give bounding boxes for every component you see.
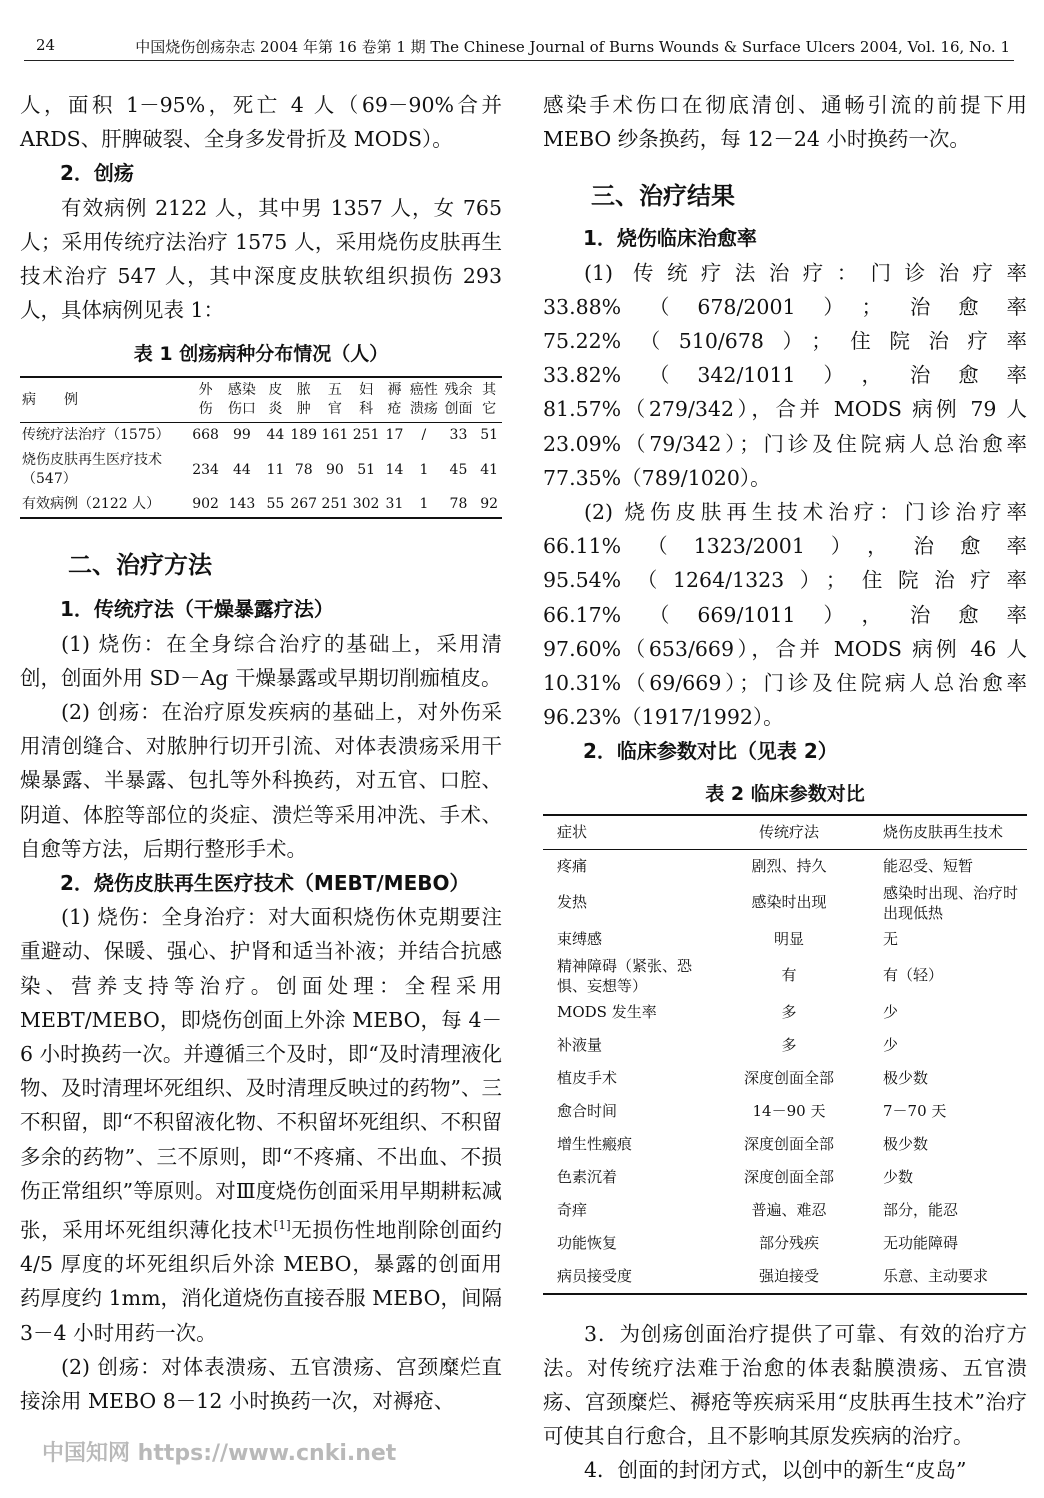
table1-cell: 668 — [192, 427, 219, 444]
table2-cell: 极少数 — [883, 1068, 929, 1087]
table2-cell: 精神障碍（紧张、恐惧、妄想等） — [557, 956, 693, 995]
heading-compare: 2．临床参数对比（见表 2） — [583, 739, 838, 764]
table2-head: 传统疗法 — [758, 822, 819, 841]
table2-cell: 感染时出现、治疗时出现低热 — [883, 883, 1019, 922]
table1-cell: 189 — [290, 427, 318, 444]
page-number: 24 — [36, 36, 56, 54]
paragraph-trad-burn: (1) 烧伤：在全身综合治疗的基础上，采用清创，创面外用 SD－Ag 干燥暴露或早期切削痂植皮。 — [20, 631, 502, 690]
table2-row — [543, 1227, 1027, 1260]
paragraph-trad-results: (1) 传统疗法治疗：门诊治疗率 33.88%（678/2001）；治愈率 75.22%（510/678）；住院治疗率 33.82%（342/1011），治愈率 81.57%（279/342），合并 MODS 病例 79 人 23.09%（79/342）；门诊及住院病人总治愈率 77.35%（789/1020）。 — [543, 260, 1027, 490]
table2-cell: 无功能障碍 — [883, 1233, 959, 1252]
table1-col-head: 其它 — [482, 382, 497, 418]
table1-col-head: 褥疮 — [387, 382, 402, 418]
paragraph-trad-wound: (2) 创疡：在治疗原发疾病的基础上，对外伤采用清创缝合、对脓肿行切开引流、对体表溃疡采用干燥暴露、半暴露、包扎等外科换药，对五官、口腔、阴道、体腔等部位的炎症、溃烂等采用冲洗、手术、自愈等方法，后期行整形手术。 — [20, 700, 502, 861]
table1-col-head: 妇科 — [359, 382, 374, 418]
table1-cell: 33 — [449, 427, 468, 444]
table2-cell: 愈合时间 — [557, 1101, 618, 1120]
table2-cell: 剧烈、持久 — [751, 856, 827, 875]
table1-col-head: 脓肿 — [296, 382, 311, 418]
table2-cell: 奇痒 — [557, 1200, 588, 1219]
paragraph-closure: 4．创面的封闭方式，以创中的新生“皮岛” — [584, 1458, 967, 1483]
table2-cell: 色素沉着 — [557, 1167, 618, 1186]
table2-cell: 多 — [781, 1035, 797, 1054]
paragraph-mortality: 人，面积 1－95%，死亡 4 人（69－90%合并ARDS、肝脾破裂、全身多发骨折及 MODS）。 — [20, 93, 502, 152]
table1-col-head: 五官 — [327, 382, 342, 418]
table2-cell: 乐意、主动要求 — [883, 1266, 989, 1285]
table1-cell: 41 — [480, 461, 499, 478]
table1-head-case: 病 例 — [22, 391, 78, 408]
table2-header-row — [543, 815, 1027, 850]
table1-col-head: 皮炎 — [268, 382, 283, 418]
heading-wound: 2．创疡 — [60, 161, 134, 186]
table1-col-head: 癌性溃疡 — [409, 382, 438, 418]
table2-cell: 无 — [883, 929, 899, 948]
table2-row — [543, 1029, 1027, 1062]
table1-row — [20, 492, 502, 518]
table1-col-head: 残余创面 — [444, 382, 473, 418]
table2-cell: 有（轻） — [883, 966, 944, 985]
table2-cell: 少 — [883, 1035, 899, 1054]
table2 — [543, 814, 1027, 1295]
table2-cell: 极少数 — [883, 1134, 929, 1153]
table2-row — [543, 1194, 1027, 1227]
table2-cell: 功能恢复 — [557, 1233, 618, 1252]
table1-caption: 表 1 创疡病种分布情况（人） — [133, 343, 389, 366]
table1-cell: 99 — [232, 427, 251, 444]
table1-cell: 234 — [192, 461, 219, 478]
heading-results: 三、治疗结果 — [591, 182, 735, 211]
cnki-watermark: 中国知网 https://www.cnki.net — [42, 1441, 397, 1466]
table2-cell: 疼痛 — [557, 856, 588, 875]
table1-cell: 55 — [266, 496, 285, 513]
paragraph-mebt-results: (2) 烧伤皮肤再生技术治疗：门诊治疗率 66.11%（1323/2001），治愈率 95.54%（1264/1323）；住院治疗率 66.17%（669/1011），治愈率 97.60%（653/669），合并 MODS 病例 46 人 10.31%（69/669）；门诊及住院病人总治愈率 96.23%（1917/1992）。 — [543, 500, 1027, 730]
table1-header-row — [20, 377, 502, 423]
table1-cell: 143 — [228, 496, 256, 513]
table1-col-head: 感染伤口 — [227, 382, 256, 418]
paragraph-mebt-wound: (2) 创疡：对体表溃疡、五官溃疡、宫颈糜烂直接涂用 MEBO 8－12 小时换药一次，对褥疮、 — [20, 1354, 502, 1413]
table1-cell: 31 — [385, 496, 404, 513]
table2-cell: 束缚感 — [557, 929, 603, 948]
citation-ref[interactable]: [1] — [273, 1218, 291, 1233]
table2-cell: 少数 — [883, 1167, 914, 1186]
table1-row — [20, 423, 502, 449]
table2-cell: 深度创面全部 — [743, 1068, 834, 1087]
table1-cell: 51 — [480, 427, 499, 444]
table1-cell: 78 — [294, 461, 313, 478]
table2-cell: 有 — [781, 966, 797, 985]
table1-cell: 302 — [352, 496, 380, 513]
table1-cell: 1 — [419, 496, 429, 513]
table2-cell: 病员接受度 — [557, 1266, 633, 1285]
table2-cell: 强迫接受 — [758, 1266, 819, 1285]
table2-row — [543, 923, 1027, 956]
heading-methods: 二、治疗方法 — [68, 551, 212, 580]
journal-citation: 中国烧伤创疡杂志 2004 年第 16 卷第 1 期 The Chinese Journal of Burns Wounds & Surface Ulcers 2004, Vol. 16, No. 1 — [135, 38, 1010, 56]
table1-cell: 14 — [385, 461, 404, 478]
paragraph-mebt-burn — [20, 900, 502, 1349]
table2-cell: 14－90 天 — [752, 1101, 826, 1120]
table1-cell: 251 — [352, 427, 380, 444]
table2-row — [543, 1128, 1027, 1161]
table1-row-label: 烧伤皮肤再生医疗技术（547） — [22, 452, 162, 488]
table2-head: 症状 — [557, 822, 588, 841]
table1-cell: 17 — [385, 427, 404, 444]
table2-cell: 普遍、难忍 — [751, 1200, 827, 1219]
table2-cell: 发热 — [557, 893, 588, 912]
paragraph-mebt-burn-tail: 无损伤性地削除创面约 4/5 厚度的坏死组织后外涂 MEBO，暴露的创面用药厚度约 1mm，消化道烧伤直接吞服 MEBO，间隔 3－4 小时用药一次。 — [20, 1217, 503, 1345]
table1-cell: 251 — [321, 496, 349, 513]
table2-cell: 深度创面全部 — [743, 1167, 834, 1186]
table2-row — [543, 1260, 1027, 1294]
table2-head: 烧伤皮肤再生技术 — [883, 822, 1004, 841]
table2-cell: 补液量 — [557, 1035, 603, 1054]
table1-cell: 44 — [232, 461, 251, 478]
table2-caption: 表 2 临床参数对比 — [705, 782, 865, 805]
right-column — [543, 88, 1027, 1488]
table2-cell: 部分残疾 — [758, 1233, 819, 1252]
table2-cell: 深度创面全部 — [743, 1134, 834, 1153]
table1-cell: 92 — [480, 496, 499, 513]
table2-cell: 多 — [781, 1002, 797, 1021]
paragraph-cases: 有效病例 2122 人，其中男 1357 人，女 765 人；采用传统疗法治疗 1575 人，采用烧伤皮肤再生技术治疗 547 人，其中深度皮肤软组织损伤 293 人，具体病例见表 1： — [20, 195, 502, 323]
table1-row — [20, 448, 502, 492]
table2-cell: 部分，能忍 — [883, 1200, 959, 1219]
table2-cell: 明显 — [773, 929, 804, 948]
table1-cell: 78 — [449, 496, 468, 513]
table2-row — [543, 883, 1027, 923]
table2-row — [543, 1062, 1027, 1095]
heading-mebt: 2．烧伤皮肤再生医疗技术（MEBT/MEBO） — [60, 871, 470, 896]
table1-cell: 1 — [419, 461, 429, 478]
table1-cell: 45 — [449, 461, 468, 478]
heading-traditional: 1．传统疗法（干燥暴露疗法） — [60, 597, 334, 622]
heading-cure-rate: 1．烧伤临床治愈率 — [583, 226, 757, 251]
table1-cell: 44 — [266, 427, 285, 444]
table2-cell: 感染时出现 — [751, 893, 827, 912]
table1-cell: 161 — [321, 427, 349, 444]
table2-cell: 7－70 天 — [883, 1101, 947, 1120]
table1-cell: / — [421, 427, 427, 444]
paragraph-infection: 感染手术伤口在彻底清创、通畅引流的前提下用 MEBO 纱条换药，每 12－24 小时换药一次。 — [543, 93, 1027, 152]
table2-row — [543, 996, 1027, 1029]
table1-col-head: 外伤 — [198, 382, 213, 418]
table1-cell: 267 — [290, 496, 318, 513]
running-header — [24, 36, 1014, 61]
table1-row-label: 有效病例（2122 人） — [22, 496, 161, 513]
table2-cell: 能忍受、短暂 — [883, 856, 974, 875]
paragraph-mebt-burn-text: (1) 烧伤：全身治疗：对大面积烧伤休克期要注重避动、保暖、强心、护肾和适当补液；并结合抗感染、营养支持等治疗。创面处理：全程采用 MEBT/MEBO，即烧伤创面上外涂 MEBO，每 4－6 小时换药一次。并遵循三个及时，即“及时清理液化物、及时清理坏死组织、及时清理反映过的药物”、三不积留，即“不积留液化物、不积留坏死组织、不积留多余的药物”、三不原则，即“不疼痛、不出血、不损伤正常组织”等原则。对Ⅲ度烧伤创面采用早期耕耘减张，采用坏死组织薄化技术 — [20, 905, 502, 1242]
table1-cell: 51 — [357, 461, 376, 478]
left-column — [20, 88, 502, 1418]
table2-row — [543, 956, 1027, 996]
paragraph-method-value: 3．为创疡创面治疗提供了可靠、有效的治疗方法。对传统疗法难于治愈的体表黏膜溃疡、五官溃疡、宫颈糜烂、褥疮等疾病采用“皮肤再生技术”治疗可使其自行愈合，且不影响其原发疾病的治疗。 — [543, 1321, 1027, 1449]
table2-cell: 少 — [883, 1002, 899, 1021]
table1-row-label: 传统疗法治疗（1575） — [22, 427, 170, 444]
table2-row — [543, 1095, 1027, 1128]
table1 — [20, 376, 502, 519]
table1-cell: 90 — [326, 461, 344, 478]
table2-row — [543, 849, 1027, 883]
table2-cell: MODS 发生率 — [557, 1002, 657, 1021]
table2-cell: 增生性瘢痕 — [557, 1134, 633, 1153]
table1-cell: 902 — [192, 496, 219, 513]
table2-row — [543, 1161, 1027, 1194]
table1-cell: 11 — [266, 461, 285, 478]
table2-cell: 植皮手术 — [557, 1068, 618, 1087]
